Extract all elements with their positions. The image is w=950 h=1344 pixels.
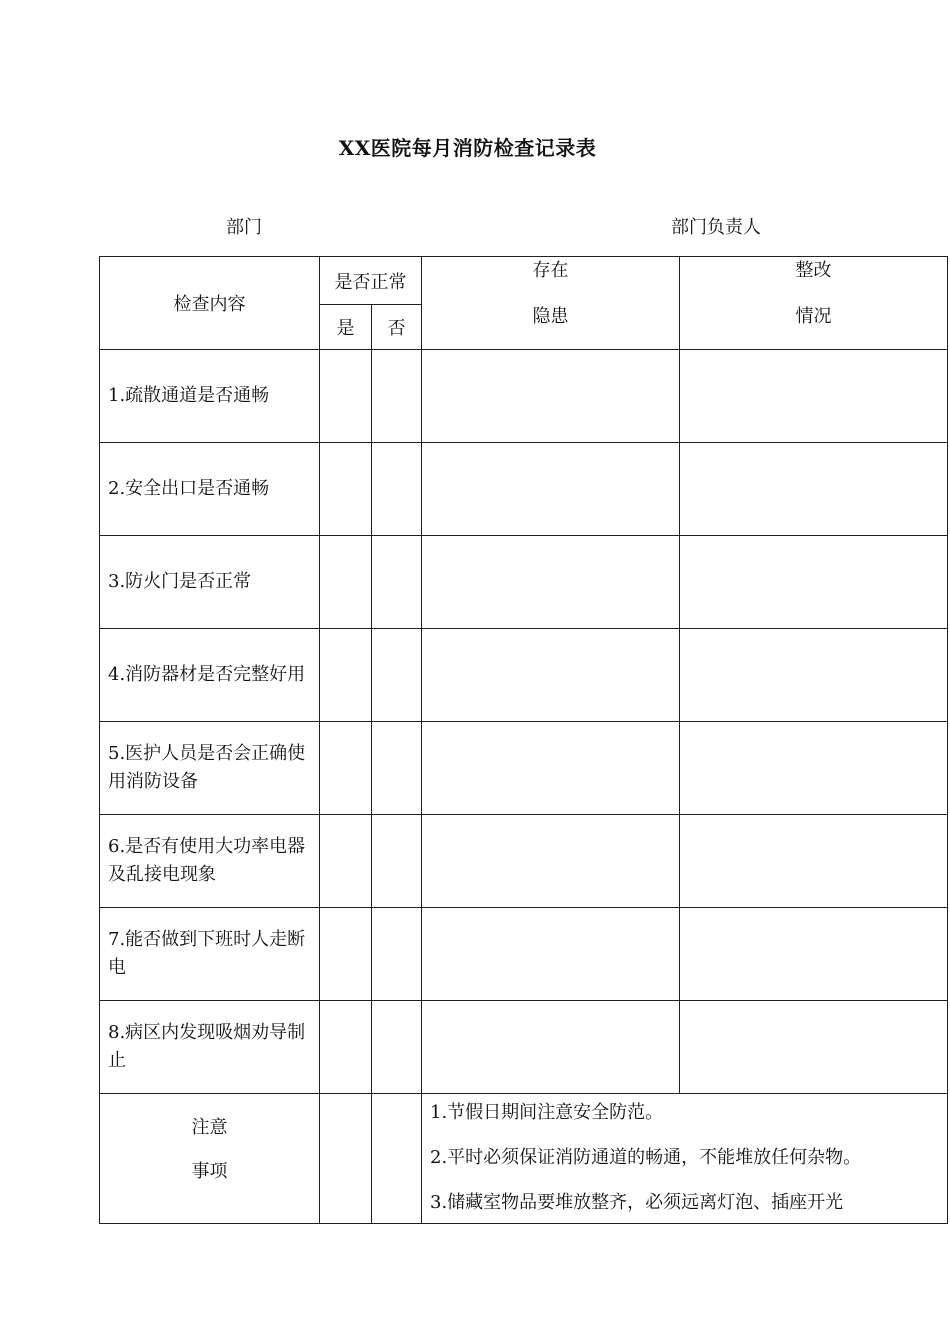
- notes-label: [100, 1094, 320, 1224]
- note-line: 2.平时必须保证消防通道的畅通，不能堆放任何杂物。: [430, 1147, 862, 1168]
- notes-content: [422, 1094, 948, 1224]
- yes-cell[interactable]: [320, 350, 372, 443]
- table-row: [100, 536, 948, 629]
- item-label: 4.消防器材是否完整好用: [100, 629, 320, 722]
- department-label: 部门: [226, 217, 262, 238]
- rectify-cell[interactable]: [680, 722, 948, 815]
- table-row: [100, 815, 948, 908]
- header-rectify-line1: 整改: [795, 260, 832, 281]
- inspection-table: [99, 256, 948, 1224]
- header-no: 否: [372, 305, 422, 350]
- rectify-cell[interactable]: [680, 350, 948, 443]
- rectify-cell[interactable]: [680, 815, 948, 908]
- no-cell[interactable]: [372, 722, 422, 815]
- notes-yes-cell: [320, 1094, 372, 1224]
- rectify-cell[interactable]: [680, 908, 948, 1001]
- item-label: 2.安全出口是否通畅: [100, 443, 320, 536]
- item-label: 6.是否有使用大功率电器及乱接电现象: [100, 815, 320, 908]
- hazard-cell[interactable]: [422, 908, 680, 1001]
- table-row: [100, 350, 948, 443]
- header-yes: 是: [320, 305, 372, 350]
- page-title: XX医院每月消防检查记录表: [338, 136, 597, 160]
- header-content: 检查内容: [100, 257, 320, 350]
- no-cell[interactable]: [372, 1001, 422, 1094]
- item-label: 3.防火门是否正常: [100, 536, 320, 629]
- header-rectify: [680, 257, 948, 350]
- table-row: [100, 1001, 948, 1094]
- note-line: 3.储藏室物品要堆放整齐，必须远离灯泡、插座开光: [430, 1192, 844, 1213]
- item-label: 5.医护人员是否会正确使用消防设备: [100, 722, 320, 815]
- table-row: [100, 722, 948, 815]
- yes-cell[interactable]: [320, 815, 372, 908]
- rectify-cell[interactable]: [680, 1001, 948, 1094]
- header-normal: 是否正常: [320, 257, 422, 305]
- notes-row: [100, 1094, 948, 1224]
- item-label: 1.疏散通道是否通畅: [100, 350, 320, 443]
- rectify-cell[interactable]: [680, 629, 948, 722]
- hazard-cell[interactable]: [422, 629, 680, 722]
- notes-no-cell: [372, 1094, 422, 1224]
- note-line: 1.节假日期间注意安全防范。: [430, 1102, 664, 1123]
- no-cell[interactable]: [372, 536, 422, 629]
- header-hazard-line2: 隐患: [532, 306, 569, 327]
- yes-cell[interactable]: [320, 629, 372, 722]
- header-hazard: [422, 257, 680, 350]
- table-row: [100, 443, 948, 536]
- notes-label-line1: 注意: [191, 1117, 228, 1138]
- yes-cell[interactable]: [320, 536, 372, 629]
- item-label: 7.能否做到下班时人走断电: [100, 908, 320, 1001]
- rectify-cell[interactable]: [680, 536, 948, 629]
- table-row: [100, 908, 948, 1001]
- no-cell[interactable]: [372, 908, 422, 1001]
- hazard-cell[interactable]: [422, 536, 680, 629]
- notes-label-line2: 事项: [191, 1161, 228, 1182]
- no-cell[interactable]: [372, 815, 422, 908]
- hazard-cell[interactable]: [422, 1001, 680, 1094]
- item-label: 8.病区内发现吸烟劝导制止: [100, 1001, 320, 1094]
- yes-cell[interactable]: [320, 1001, 372, 1094]
- hazard-cell[interactable]: [422, 350, 680, 443]
- no-cell[interactable]: [372, 350, 422, 443]
- header-rectify-line2: 情况: [795, 306, 832, 327]
- yes-cell[interactable]: [320, 908, 372, 1001]
- table-row: [100, 629, 948, 722]
- yes-cell[interactable]: [320, 722, 372, 815]
- no-cell[interactable]: [372, 629, 422, 722]
- no-cell[interactable]: [372, 443, 422, 536]
- yes-cell[interactable]: [320, 443, 372, 536]
- hazard-cell[interactable]: [422, 815, 680, 908]
- header-hazard-line1: 存在: [532, 260, 569, 281]
- hazard-cell[interactable]: [422, 722, 680, 815]
- rectify-cell[interactable]: [680, 443, 948, 536]
- hazard-cell[interactable]: [422, 443, 680, 536]
- department-head-label: 部门负责人: [671, 217, 761, 238]
